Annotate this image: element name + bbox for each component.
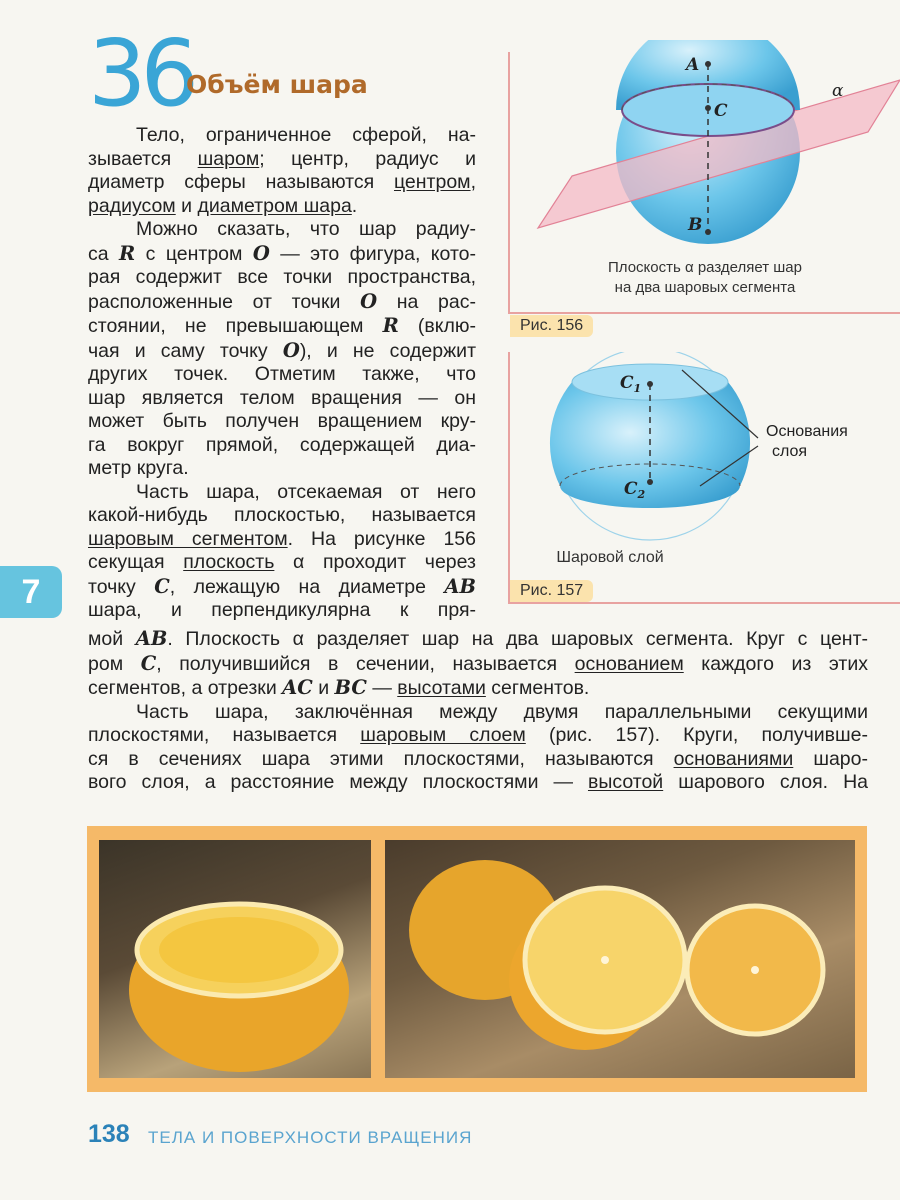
- figure-157-diagram: [510, 352, 900, 552]
- text-line: мой AB. Плоскость α разделяет шар на два шаровых сегмента. Круг с цент-: [88, 627, 868, 650]
- point-c2-subscript: 2: [637, 488, 646, 501]
- page-number: 138: [88, 1120, 130, 1148]
- text-line: са R с центром O — это фигура, кото-: [88, 241, 476, 265]
- point-b-label: B: [688, 215, 703, 235]
- text-line: ся в сечениях шара этими плоскостями, называются основаниями шаро-: [88, 747, 868, 770]
- text-line: точку C, лежащую на диаметре AB: [88, 574, 476, 598]
- text-line: рая содержит все точки пространства,: [88, 266, 476, 288]
- text-line: зывается шаром; центр, радиус и: [88, 147, 476, 170]
- figure-156-caption: [510, 258, 900, 298]
- figure-157-label: Рис. 157: [510, 580, 593, 602]
- body-text-column: [88, 124, 476, 623]
- bases-annotation-line2: слоя: [772, 443, 808, 460]
- figure-157-divider: [508, 602, 900, 604]
- bases-annotation-line1: Основания: [766, 423, 848, 440]
- caption-line: Плоскость α разделяет шар: [608, 259, 802, 276]
- text-line: ром C, получившийся в сечении, называется основанием каждого из этих: [88, 651, 868, 675]
- text-line: Можно сказать, что шар радиу-: [136, 218, 476, 240]
- text-line: чая и саму точку O), и не содержит: [88, 338, 476, 362]
- text-line: других точек. Отметим также, что: [88, 363, 476, 385]
- figure-156-label: Рис. 156: [510, 315, 593, 337]
- point-a-label: A: [686, 55, 700, 75]
- photo-strip: [87, 826, 867, 1092]
- figure-156-divider: [508, 312, 900, 314]
- photo-half-orange: [99, 840, 371, 1078]
- text-line: шар является телом вращения — он: [88, 386, 476, 409]
- text-line: может быть получен вращением кру-: [88, 410, 476, 432]
- body-text-full: [88, 627, 868, 795]
- text-line: шара, и перпендикулярна к пря-: [88, 599, 476, 621]
- text-line: секущая плоскость α проходит через: [88, 551, 476, 573]
- text-line: сегментов, а отрезки AC и BC — высотами сегментов.: [88, 676, 590, 699]
- chapter-tab: 7: [0, 566, 62, 618]
- text-line: Часть шара, отсекаемая от него: [136, 480, 476, 503]
- text-line: плоскостями, называется шаровым слоем (рис. 157). Круги, получивше-: [88, 724, 868, 746]
- text-line: вого слоя, а расстояние между плоскостями — высотой шарового слоя. На: [88, 771, 868, 793]
- text-line: стоянии, не превышающем R (вклю-: [88, 314, 476, 337]
- text-line: диаметр сферы называются центром,: [88, 171, 476, 193]
- point-c-label: C: [714, 101, 728, 121]
- section-number: 36: [88, 20, 194, 127]
- point-c1-label: C: [620, 373, 634, 393]
- text-line: га вокруг прямой, содержащей диа-: [88, 433, 476, 456]
- point-c1-subscript: 1: [633, 382, 642, 395]
- text-line: Часть шара, заключённая между двумя параллельными секущими: [136, 700, 868, 723]
- text-line: радиусом и диаметром шара.: [88, 194, 358, 217]
- plane-alpha-label: α: [832, 81, 844, 101]
- text-line: Тело, ограниченное сферой, на-: [136, 124, 476, 146]
- figure-157-caption: Шаровой слой: [556, 549, 664, 566]
- text-line: метр круга.: [88, 457, 189, 479]
- caption-line: на два шаровых сегмента: [614, 279, 796, 296]
- running-head: ТЕЛА И ПОВЕРХНОСТИ ВРАЩЕНИЯ: [148, 1128, 473, 1147]
- text-line: какой-нибудь плоскостью, называется: [88, 504, 476, 526]
- point-c2-label: C: [624, 479, 638, 499]
- section-title: Объём шара: [186, 70, 368, 99]
- text-line: шаровым сегментом. На рисунке 156: [88, 527, 476, 550]
- figure-156-diagram: [510, 40, 900, 250]
- photo-orange-slices: [385, 840, 855, 1078]
- text-line: расположенные от точки O на рас-: [88, 289, 476, 313]
